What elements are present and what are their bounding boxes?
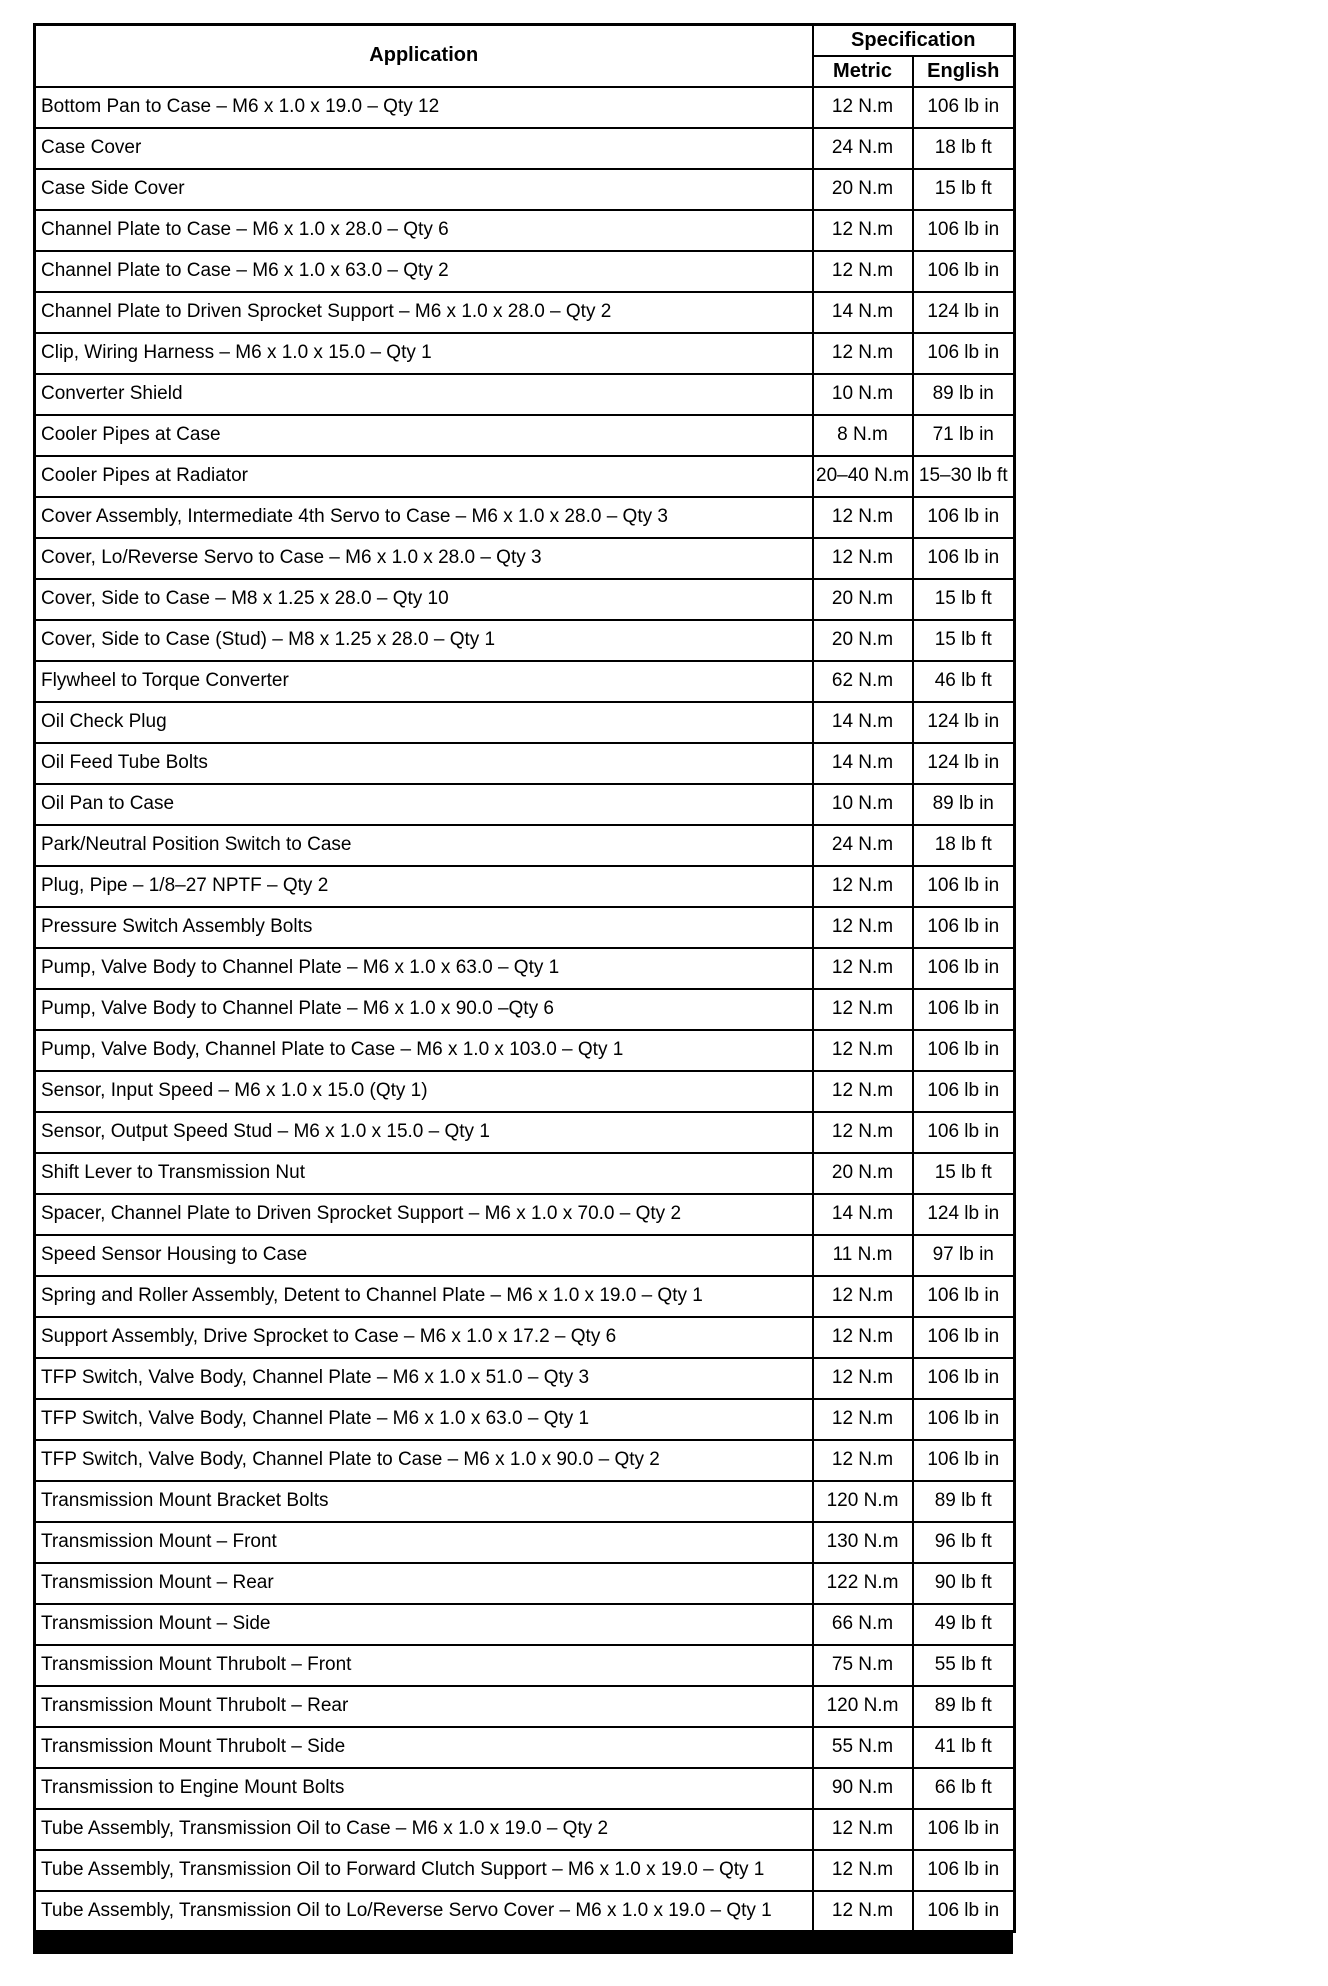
metric-value-cell: 55 N.m [813, 1727, 913, 1768]
metric-value-cell: 12 N.m [813, 1809, 913, 1850]
table-row [35, 456, 1015, 497]
table-row [35, 1317, 1015, 1358]
header-row-1 [35, 25, 1015, 56]
table-row [35, 1563, 1015, 1604]
application-cell: Cover Assembly, Intermediate 4th Servo to Case – M6 x 1.0 x 28.0 – Qty 3 [35, 497, 813, 538]
table-row [35, 1030, 1015, 1071]
table-row [35, 825, 1015, 866]
english-value-cell: 106 lb in [913, 1891, 1015, 1932]
english-value-cell: 96 lb ft [913, 1522, 1015, 1563]
metric-value-cell: 10 N.m [813, 784, 913, 825]
english-value-cell: 106 lb in [913, 989, 1015, 1030]
table-row [35, 169, 1015, 210]
english-value-cell: 15 lb ft [913, 579, 1015, 620]
application-cell: Transmission Mount Thrubolt – Side [35, 1727, 813, 1768]
metric-value-cell: 12 N.m [813, 866, 913, 907]
metric-value-cell: 122 N.m [813, 1563, 913, 1604]
table-row [35, 128, 1015, 169]
english-value-cell: 106 lb in [913, 1276, 1015, 1317]
application-cell: Channel Plate to Driven Sprocket Support – M6 x 1.0 x 28.0 – Qty 2 [35, 292, 813, 333]
metric-value-cell: 20 N.m [813, 169, 913, 210]
english-value-cell: 106 lb in [913, 87, 1015, 128]
english-value-cell: 106 lb in [913, 210, 1015, 251]
english-value-cell: 89 lb in [913, 374, 1015, 415]
application-cell: Oil Feed Tube Bolts [35, 743, 813, 784]
table-row [35, 1358, 1015, 1399]
metric-value-cell: 120 N.m [813, 1686, 913, 1727]
application-cell: Transmission Mount Thrubolt – Rear [35, 1686, 813, 1727]
table-row [35, 415, 1015, 456]
metric-value-cell: 20 N.m [813, 620, 913, 661]
metric-value-cell: 20 N.m [813, 579, 913, 620]
english-value-cell: 106 lb in [913, 1112, 1015, 1153]
application-cell: Transmission Mount – Side [35, 1604, 813, 1645]
english-value-cell: 106 lb in [913, 497, 1015, 538]
application-column-header: Application [35, 25, 813, 87]
english-value-cell: 90 lb ft [913, 1563, 1015, 1604]
english-value-cell: 106 lb in [913, 538, 1015, 579]
table-row [35, 374, 1015, 415]
metric-value-cell: 20–40 N.m [813, 456, 913, 497]
application-cell: Channel Plate to Case – M6 x 1.0 x 63.0 – Qty 2 [35, 251, 813, 292]
metric-value-cell: 12 N.m [813, 1399, 913, 1440]
metric-value-cell: 12 N.m [813, 1358, 913, 1399]
metric-value-cell: 12 N.m [813, 210, 913, 251]
table-row [35, 948, 1015, 989]
metric-column-header: Metric [813, 56, 913, 87]
table-row [35, 1809, 1015, 1850]
application-cell: Spacer, Channel Plate to Driven Sprocket Support – M6 x 1.0 x 70.0 – Qty 2 [35, 1194, 813, 1235]
application-cell: Tube Assembly, Transmission Oil to Forward Clutch Support – M6 x 1.0 x 19.0 – Qty 1 [35, 1850, 813, 1891]
metric-value-cell: 12 N.m [813, 907, 913, 948]
application-cell: Cover, Side to Case (Stud) – M8 x 1.25 x 28.0 – Qty 1 [35, 620, 813, 661]
metric-value-cell: 62 N.m [813, 661, 913, 702]
table-row [35, 1112, 1015, 1153]
application-cell: Shift Lever to Transmission Nut [35, 1153, 813, 1194]
application-cell: Pump, Valve Body to Channel Plate – M6 x 1.0 x 63.0 – Qty 1 [35, 948, 813, 989]
english-value-cell: 41 lb ft [913, 1727, 1015, 1768]
table-row [35, 1768, 1015, 1809]
table-container [33, 23, 1013, 1954]
metric-value-cell: 12 N.m [813, 1030, 913, 1071]
english-value-cell: 106 lb in [913, 907, 1015, 948]
application-cell: Pump, Valve Body to Channel Plate – M6 x 1.0 x 90.0 –Qty 6 [35, 989, 813, 1030]
application-cell: Cooler Pipes at Case [35, 415, 813, 456]
application-cell: Cooler Pipes at Radiator [35, 456, 813, 497]
application-cell: Sensor, Input Speed – M6 x 1.0 x 15.0 (Qty 1) [35, 1071, 813, 1112]
application-cell: Transmission to Engine Mount Bolts [35, 1768, 813, 1809]
metric-value-cell: 12 N.m [813, 1317, 913, 1358]
metric-value-cell: 24 N.m [813, 825, 913, 866]
english-value-cell: 106 lb in [913, 1809, 1015, 1850]
metric-value-cell: 14 N.m [813, 702, 913, 743]
english-value-cell: 124 lb in [913, 743, 1015, 784]
english-value-cell: 66 lb ft [913, 1768, 1015, 1809]
english-value-cell: 71 lb in [913, 415, 1015, 456]
application-cell: Oil Pan to Case [35, 784, 813, 825]
application-cell: TFP Switch, Valve Body, Channel Plate – M6 x 1.0 x 63.0 – Qty 1 [35, 1399, 813, 1440]
english-value-cell: 106 lb in [913, 866, 1015, 907]
english-column-header: English [913, 56, 1015, 87]
application-cell: Bottom Pan to Case – M6 x 1.0 x 19.0 – Qty 12 [35, 87, 813, 128]
table-row [35, 1604, 1015, 1645]
table-row [35, 702, 1015, 743]
table-row [35, 538, 1015, 579]
english-value-cell: 49 lb ft [913, 1604, 1015, 1645]
table-row [35, 784, 1015, 825]
table-row [35, 292, 1015, 333]
application-cell: Cover, Lo/Reverse Servo to Case – M6 x 1.0 x 28.0 – Qty 3 [35, 538, 813, 579]
application-cell: Spring and Roller Assembly, Detent to Channel Plate – M6 x 1.0 x 19.0 – Qty 1 [35, 1276, 813, 1317]
table-row [35, 1727, 1015, 1768]
table-row [35, 1645, 1015, 1686]
english-value-cell: 18 lb ft [913, 128, 1015, 169]
table-row [35, 333, 1015, 374]
table-row [35, 866, 1015, 907]
table-row [35, 1399, 1015, 1440]
metric-value-cell: 130 N.m [813, 1522, 913, 1563]
table-row [35, 1071, 1015, 1112]
metric-value-cell: 12 N.m [813, 333, 913, 374]
application-cell: Converter Shield [35, 374, 813, 415]
table-row [35, 1850, 1015, 1891]
english-value-cell: 106 lb in [913, 333, 1015, 374]
english-value-cell: 106 lb in [913, 1358, 1015, 1399]
english-value-cell: 124 lb in [913, 702, 1015, 743]
metric-value-cell: 12 N.m [813, 1112, 913, 1153]
english-value-cell: 89 lb ft [913, 1686, 1015, 1727]
application-cell: Pressure Switch Assembly Bolts [35, 907, 813, 948]
application-cell: Pump, Valve Body, Channel Plate to Case – M6 x 1.0 x 103.0 – Qty 1 [35, 1030, 813, 1071]
english-value-cell: 97 lb in [913, 1235, 1015, 1276]
english-value-cell: 18 lb ft [913, 825, 1015, 866]
english-value-cell: 15 lb ft [913, 1153, 1015, 1194]
english-value-cell: 106 lb in [913, 948, 1015, 989]
application-cell: Tube Assembly, Transmission Oil to Lo/Reverse Servo Cover – M6 x 1.0 x 19.0 – Qty 1 [35, 1891, 813, 1932]
metric-value-cell: 20 N.m [813, 1153, 913, 1194]
english-value-cell: 15 lb ft [913, 620, 1015, 661]
table-row [35, 251, 1015, 292]
table-row [35, 1891, 1015, 1932]
table-row [35, 989, 1015, 1030]
english-value-cell: 106 lb in [913, 1850, 1015, 1891]
application-cell: TFP Switch, Valve Body, Channel Plate to Case – M6 x 1.0 x 90.0 – Qty 2 [35, 1440, 813, 1481]
application-cell: Park/Neutral Position Switch to Case [35, 825, 813, 866]
english-value-cell: 106 lb in [913, 1317, 1015, 1358]
table-row [35, 907, 1015, 948]
english-value-cell: 106 lb in [913, 1071, 1015, 1112]
application-cell: Channel Plate to Case – M6 x 1.0 x 28.0 – Qty 6 [35, 210, 813, 251]
metric-value-cell: 24 N.m [813, 128, 913, 169]
english-value-cell: 15–30 lb ft [913, 456, 1015, 497]
application-cell: Oil Check Plug [35, 702, 813, 743]
metric-value-cell: 12 N.m [813, 989, 913, 1030]
application-cell: Transmission Mount Thrubolt – Front [35, 1645, 813, 1686]
metric-value-cell: 12 N.m [813, 497, 913, 538]
english-value-cell: 15 lb ft [913, 169, 1015, 210]
table-header [35, 25, 1015, 87]
english-value-cell: 89 lb ft [913, 1481, 1015, 1522]
application-cell: Transmission Mount Bracket Bolts [35, 1481, 813, 1522]
english-value-cell: 124 lb in [913, 1194, 1015, 1235]
metric-value-cell: 14 N.m [813, 292, 913, 333]
table-row [35, 497, 1015, 538]
table-row [35, 1153, 1015, 1194]
metric-value-cell: 66 N.m [813, 1604, 913, 1645]
application-cell: Transmission Mount – Rear [35, 1563, 813, 1604]
application-cell: Plug, Pipe – 1/8–27 NPTF – Qty 2 [35, 866, 813, 907]
metric-value-cell: 12 N.m [813, 538, 913, 579]
metric-value-cell: 12 N.m [813, 1071, 913, 1112]
application-cell: Cover, Side to Case – M8 x 1.25 x 28.0 – Qty 10 [35, 579, 813, 620]
metric-value-cell: 12 N.m [813, 1276, 913, 1317]
english-value-cell: 106 lb in [913, 1030, 1015, 1071]
table-row [35, 87, 1015, 128]
table-row [35, 1235, 1015, 1276]
english-value-cell: 55 lb ft [913, 1645, 1015, 1686]
application-cell: Sensor, Output Speed Stud – M6 x 1.0 x 15.0 – Qty 1 [35, 1112, 813, 1153]
application-cell: TFP Switch, Valve Body, Channel Plate – M6 x 1.0 x 51.0 – Qty 3 [35, 1358, 813, 1399]
english-value-cell: 124 lb in [913, 292, 1015, 333]
metric-value-cell: 120 N.m [813, 1481, 913, 1522]
metric-value-cell: 14 N.m [813, 1194, 913, 1235]
table-row [35, 1686, 1015, 1727]
table-row [35, 1194, 1015, 1235]
english-value-cell: 106 lb in [913, 1399, 1015, 1440]
english-value-cell: 106 lb in [913, 251, 1015, 292]
metric-value-cell: 11 N.m [813, 1235, 913, 1276]
specification-column-header: Specification [813, 25, 1015, 56]
application-cell: Case Cover [35, 128, 813, 169]
table-row [35, 1440, 1015, 1481]
application-cell: Case Side Cover [35, 169, 813, 210]
metric-value-cell: 12 N.m [813, 1850, 913, 1891]
metric-value-cell: 12 N.m [813, 87, 913, 128]
table-row [35, 1481, 1015, 1522]
table-row [35, 661, 1015, 702]
english-value-cell: 46 lb ft [913, 661, 1015, 702]
english-value-cell: 89 lb in [913, 784, 1015, 825]
metric-value-cell: 75 N.m [813, 1645, 913, 1686]
torque-specifications-table [33, 23, 1016, 1933]
metric-value-cell: 12 N.m [813, 251, 913, 292]
table-row [35, 620, 1015, 661]
table-row [35, 1522, 1015, 1563]
table-row [35, 743, 1015, 784]
metric-value-cell: 8 N.m [813, 415, 913, 456]
metric-value-cell: 12 N.m [813, 948, 913, 989]
application-cell: Tube Assembly, Transmission Oil to Case – M6 x 1.0 x 19.0 – Qty 2 [35, 1809, 813, 1850]
application-cell: Transmission Mount – Front [35, 1522, 813, 1563]
table-row [35, 210, 1015, 251]
application-cell: Speed Sensor Housing to Case [35, 1235, 813, 1276]
application-cell: Flywheel to Torque Converter [35, 661, 813, 702]
table-row [35, 1276, 1015, 1317]
bottom-black-bar [33, 1933, 1013, 1954]
application-cell: Support Assembly, Drive Sprocket to Case – M6 x 1.0 x 17.2 – Qty 6 [35, 1317, 813, 1358]
table-row [35, 579, 1015, 620]
application-cell: Clip, Wiring Harness – M6 x 1.0 x 15.0 – Qty 1 [35, 333, 813, 374]
metric-value-cell: 10 N.m [813, 374, 913, 415]
metric-value-cell: 90 N.m [813, 1768, 913, 1809]
metric-value-cell: 12 N.m [813, 1891, 913, 1932]
english-value-cell: 106 lb in [913, 1440, 1015, 1481]
metric-value-cell: 12 N.m [813, 1440, 913, 1481]
table-body [35, 87, 1015, 1932]
metric-value-cell: 14 N.m [813, 743, 913, 784]
